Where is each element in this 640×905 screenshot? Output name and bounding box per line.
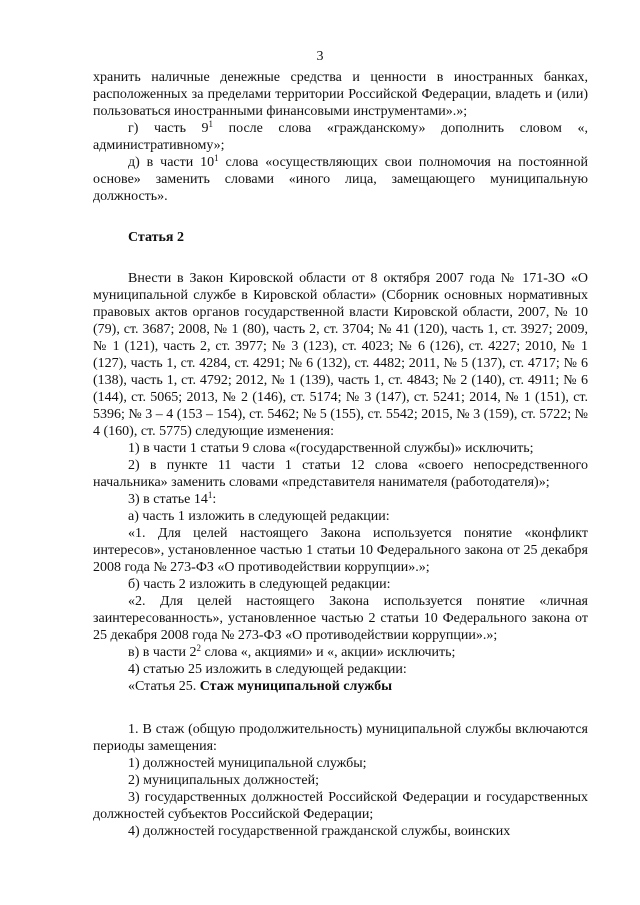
paragraph-item-g: г) часть $9^1$ после слова «гражданскому» дополнить словом «, административному»; [93,119,588,153]
paragraph-foreign-banks: хранить наличные денежные средства и ценности в иностранных банках, расположенных за пределами территории Российской Федерации, владеть и (или) пользоваться иностранными финансовыми инструментами».»; [93,70,588,119]
period-item-1: 1) должностей муниципальной службы; [128,756,367,771]
article-heading: Статья 2 [128,230,184,245]
document-body [93,69,588,840]
paragraph-service-periods: 1. В стаж (общую продолжительность) муниципальной службы включаются периоды замещения: [93,722,588,754]
quote-part-2: «2. Для целей настоящего Закона используется понятие «личная заинтересованность», установленное частью 2 статьи 10 Федерального закона от 25 декабря 2008 года № 273-ФЗ «О противодействии коррупции».»; [93,594,588,643]
sub-item-a: а) часть 1 изложить в следующей редакции: [128,509,390,524]
list-item-3: 3) в статье $14^1$: [128,490,217,507]
period-item-2: 2) муниципальных должностей; [128,773,319,788]
list-item-4: 4) статью 25 изложить в следующей редакции: [128,662,407,677]
quote-part-1: «1. Для целей настоящего Закона используется понятие «конфликт интересов», установленное частью 1 статьи 10 Федерального закона от 25 декабря 2008 года № 273-ФЗ «О противодействии коррупции».»; [93,526,588,575]
sub-item-b: б) часть 2 изложить в следующей редакции: [128,577,391,592]
article-25-heading: «Статья 25. Стаж муниципальной службы [128,679,393,694]
paragraph-item-d: д) в части $10^1$ слова «осуществляющих свои полномочия на постоянной основе» заменить словами «иного лица, замещающего муниципальную должность». [93,153,588,204]
list-item-1: 1) в части 1 статьи 9 слова «(государственной службы)» исключить; [128,441,534,456]
period-item-4: 4) должностей государственной гражданской службы, воинских [128,824,511,839]
list-item-2: 2) в пункте 11 части 1 статьи 12 слова «своего непосредственного начальника» заменить словами «представителя нанимателя (работодателя)»; [93,458,588,490]
page-number: 3 [316,49,324,64]
sub-item-v: в) в части $2^2$ слова «, акциями» и «, акции» исключить; [128,643,456,660]
paragraph-law-amendment: Внести в Закон Кировской области от 8 октября 2007 года № 171-ЗО «О муниципальной службе в Кировской области» (Сборник основных нормативных правовых актов органов государственной власти Кировской области, 2007, № 10 (79), ст. 3687; 2008, № 1 (80), часть 2, ст. 3704; № 41 (120), часть 1, ст. 3927; 2009, № 1 (121), часть 2, ст. 3977; № 3 (123), ст. 4023; № 6 (126), ст. 4227; 2010, № 1 (127), часть 1, ст. 4284, ст. 4291; № 6 (132), ст. 4482; 2011, № 5 (137), ст. 4717; № 6 (138), часть 1, ст. 4792; 2012, № 1 (139), часть 1, ст. 4843; № 2 (140), ст. 4911; № 6 (144), ст. 5065; 2013, № 2 (146), ст. 5174; № 3 (147), ст. 5241; 2014, № 1 (151), ст. 5396; № 3 – 4 (153 – 154), ст. 5462; № 5 (155), ст. 5542; 2015, № 3 (159), ст. 5722; № 4 (160), ст. 5775) следующие изменения: [93,271,588,439]
period-item-3: 3) государственных должностей Российской Федерации и государственных должностей субъектов Российской Федерации; [93,790,588,822]
